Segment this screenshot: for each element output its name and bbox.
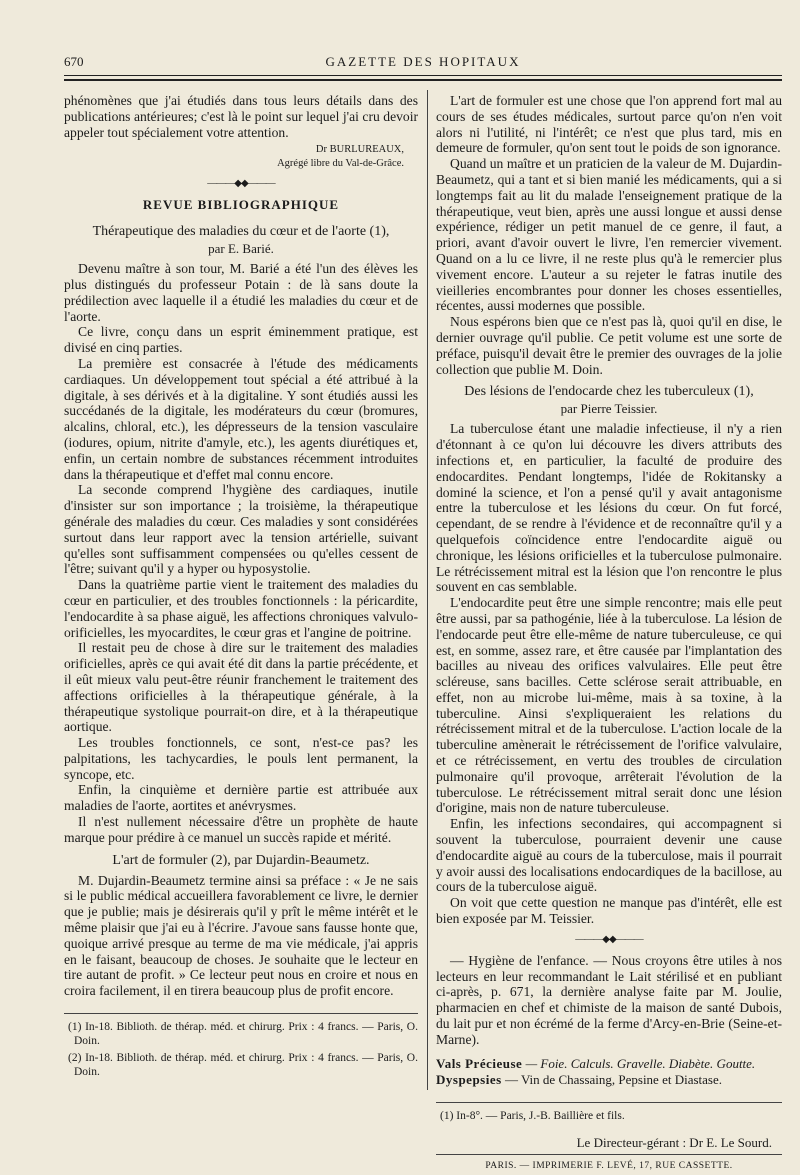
paragraph: Il restait peu de chose à dire sur le traitement des maladies orificielles, après ce qui avait été dit dans la partie précédente, et il eût mieux valu peut-être réunir franchement le traitement des affections orificielles à la thérapeutique générale, à la thérapeutique systolique pourrait-on dire, et à la thérapeutique aortique.	[64, 640, 418, 735]
signature-title: Agrégé libre du Val-de-Grâce.	[277, 158, 404, 170]
paragraph: Enfin, la cinquième et dernière partie est attribuée aux maladies de l'aorte, aortites et anévrysmes.	[64, 782, 418, 814]
ad-brand: Vals Précieuse	[436, 1055, 523, 1071]
ornament-divider: ———◆◆———	[207, 178, 275, 190]
paragraph: Enfin, les infections secondaires, qui accompagnent si souvent la tuberculose, pourraient devenir une cause d'endocardite aiguë au cours de la tuberculose, mais il pourrait y avoir aussi des localisations endocardiques de la bacillose, au cours de la tuberculose aiguë.	[436, 816, 782, 895]
paragraph: La seconde comprend l'hygiène des cardiaques, inutile d'insister sur son importance ; la troisième, la thérapeutique générale des maladies du cœur. Ces maladies y sont considérées surtout dans leur rapport avec la tension artérielle, suivant qu'elles sont suffisamment compensées ou qu'elles cessent de l'être; suivant qu'il y a hyper ou hyposystolie.	[64, 482, 418, 577]
page-number: 670	[64, 54, 84, 69]
paragraph: On voit que cette question ne manque pas d'intérêt, elle est bien exposée par M. Teissier.	[436, 895, 782, 927]
advertisements	[436, 1056, 782, 1088]
paragraph: La tuberculose étant une maladie infectieuse, il n'y a rien d'étonnant à ce qu'on lui découvre les divers attributs des infections et, en particulier, la faculté de produire des endocardites. Pendant longtemps, l'idée de Rokitansky a dominé la science, et l'on a pensé qu'il y avait antagonisme entre la tuberculose et les lésions du cœur. On fut forcé, cependant, de se rendre à l'évidence et de reconnaître qu'il y a quelquefois coïncidence entre l'endocardite aiguë ou chronique, les lésions orificielles et la tuberculose pulmonaire. Le rétrécissement mitral est la lésion que l'on rencontre le plus souvent en cas semblable.	[436, 421, 782, 595]
review-title-text: Des lésions de l'endocarde chez les tuberculeux (1),	[464, 384, 754, 400]
printer-line: PARIS. — IMPRIMERIE F. LEVÉ, 17, RUE CASSETTE.	[436, 1154, 782, 1175]
ad-text: — Foie. Calculs. Gravelle. Diabète. Goutte.	[522, 1055, 756, 1071]
footnotes	[64, 1013, 418, 1079]
review-title	[436, 383, 782, 417]
director-line: Le Directeur-gérant : Dr E. Le Sourd.	[576, 1134, 772, 1150]
advertisement	[436, 1072, 782, 1088]
intro-paragraph: phénomènes que j'ai étudiés dans tous leurs détails dans des publications antérieures; c'est là le point sur lequel j'ai cru devoir appeler tout spécialement votre attention.	[64, 93, 418, 140]
page-header	[64, 50, 782, 72]
paragraph: Il n'est nullement nécessaire d'être un prophète de haute marque pour prédire à ce manuel un succès rapide et mérité.	[64, 814, 418, 845]
review-author: par Pierre Teissier.	[560, 401, 658, 417]
footnote: (1) In-8°. — Paris, J.-B. Baillière et fils.	[440, 1109, 625, 1122]
signature-name: Dr BURLUREAUX,	[315, 144, 404, 156]
paragraph: Ce livre, conçu dans un esprit éminemment pratique, est divisé en cinq parties.	[64, 324, 418, 356]
journal-title: GAZETTE DES HOPITAUX	[325, 54, 521, 69]
footnote: (1) In-18. Biblioth. de thérap. méd. et chirurg. Prix : 4 francs. — Paris, O. Doin.	[68, 1021, 418, 1048]
paragraph: La première est consacrée à l'étude des médicaments cardiaques. Un développement tout spécial a été attribué à la digitale, à ses dérivés et à la digitaline. Y sont étudiés aussi les succédanés de la digitale, les modérateurs du cœur (bromures, alcalins, chloral, etc.), les dépresseurs de la tension vasculaire (iodures, opium, nitrite d'amyle, etc.), les agents diurétiques et, enfin, un certain nombre de substances récemment introduites dans la thérapeutique et d'effet mal connu encore.	[64, 355, 418, 482]
paragraph: L'endocardite peut être une simple rencontre; mais elle peut être aussi, par sa pathogénie, liée à la tuberculose. La lésion de l'endocarde peut être elle-même de nature tuberculeuse, ce qui est, en somme, assez rare, et être causée par l'implantation des bacilles au niveau des orifices valvulaires. Elle peut être scléreuse, sans bacilles. Cette sclérose serait attribuable, en effet, non au microbe lui-même, mais à sa toxine, à la tuberculine. Ainsi s'expliqueraient les relations du rétrécissement mitral et de la tuberculose. L'action locale de la tuberculine amènerait le rétrécissement de l'orifice valvulaire, et ce rétrécissement, en vertu des troubles de circulation pulmonaire qu'il provoque, arrêterait l'évolution de la tuberculose. Le rétrécissement mitral serait donc une lésion d'origine, mais non de nature tuberculeuse.	[436, 595, 782, 816]
footnote: (2) In-18. Biblioth. de thérap. méd. et chirurg. Prix : 4 francs. — Paris, O. Doin.	[68, 1052, 418, 1079]
paragraph: Dans la quatrième partie vient le traitement des maladies du cœur en particulier, et des troubles fonctionnels : la péricardite, l'endocardite à sa phase aiguë, les affections chroniques valvulo-orificielles, les myocardites, le cœur gras et l'angine de poitrine.	[64, 577, 418, 640]
ad-brand: Dyspepsies	[436, 1071, 502, 1087]
review-title	[64, 223, 418, 257]
review-author: par E. Barié.	[208, 241, 274, 257]
review-title: L'art de formuler (2), par Dujardin-Beaumetz.	[112, 852, 370, 868]
column-divider	[427, 90, 428, 1090]
header-rule	[64, 75, 782, 76]
paragraph: Nous espérons bien que ce n'est pas là, quoi qu'il en dise, le dernier ouvrage qu'il publie. Ce petit volume est une sorte de préface, puisqu'il devait être le premier des ouvrages de la jolie collection que publie M. Doin.	[436, 314, 782, 377]
notice-paragraph: — Hygiène de l'enfance. — Nous croyons être utiles à nos lecteurs en leur recommandant le Lait stérilisé et en publiant ci-après, p. 671, la dernière analyse faite par M. Joulie, pharmacien en chef et chimiste de la maison de santé Dubois, du lait pur et non écrémé de la ferme d'Arcy-en-Brie (Seine-et-Marne).	[436, 952, 782, 1047]
footnotes	[436, 1102, 782, 1123]
review-title-text: Thérapeutique des maladies du cœur et de l'aorte (1),	[92, 224, 390, 240]
paragraph: Quand un maître et un praticien de la valeur de M. Dujardin-Beaumetz, qui a tant et si bien manié les médicaments, qui a si longtemps fait au lit du malade l'enseignement pratique de la thérapeutique, veut bien, après une aussi longue et aussi dense expérience, rédiger un petit manuel de ce genre, il faut, a priori, avant d'avoir ouvert le livre, l'en remercier vivement. Quand on a lu ce livre, il ne reste plus qu'à le remercier plus vivement encore. L'auteur a su rejeter le fatras inutile des vieilleries encombrantes pour donner les choses essentielles, récentes, aussi modernes que possible.	[436, 156, 782, 314]
section-heading: REVUE BIBLIOGRAPHIQUE	[142, 197, 340, 213]
paragraph: Les troubles fonctionnels, ce sont, n'est-ce pas? les palpitations, les tachycardies, le pouls lent permanent, la syncope, etc.	[64, 735, 418, 782]
ornament-divider: ———◆◆———	[575, 933, 643, 945]
paragraph: M. Dujardin-Beaumetz termine ainsi sa préface : « Je ne sais si le public médical accueillera favorablement ce livre, le dernier que je publie; mais je désirerais qu'il y prît le même intérêt et le même plaisir que j'ai eu à l'écrire. J'avoue sans fausse honte que, quoique arrivé presque au terme de ma vie médicale, j'ai appris en le faisant, beaucoup de choses. Je souhaite que le lecteur en tire autant de profit. » Ce lecteur peut nous en croire et nous en croira facilement, il en tirera beaucoup plus de profit encore.	[64, 872, 418, 999]
paragraph: L'art de formuler est une chose que l'on apprend fort mal au cours de ses études médicales, surtout parce qu'on n'en voit alors ni l'utilité, ni l'intérêt; ce n'est que plus tard, mis en demeure de formuler, qu'on sent tout le poids de son ignorance.	[436, 93, 782, 156]
ad-text: — Vin de Chassaing, Pepsine et Diastase.	[501, 1071, 722, 1087]
advertisement	[436, 1056, 782, 1072]
signature	[64, 143, 404, 171]
paragraph: Devenu maître à son tour, M. Barié a été l'un des élèves les plus distingués du professeur Potain : de là sans doute la prédilection avec laquelle il a étudié les maladies du cœur et de l'aorte.	[64, 261, 418, 324]
header-rule-double	[64, 79, 782, 81]
left-column	[64, 93, 418, 1082]
right-column	[436, 93, 782, 1175]
